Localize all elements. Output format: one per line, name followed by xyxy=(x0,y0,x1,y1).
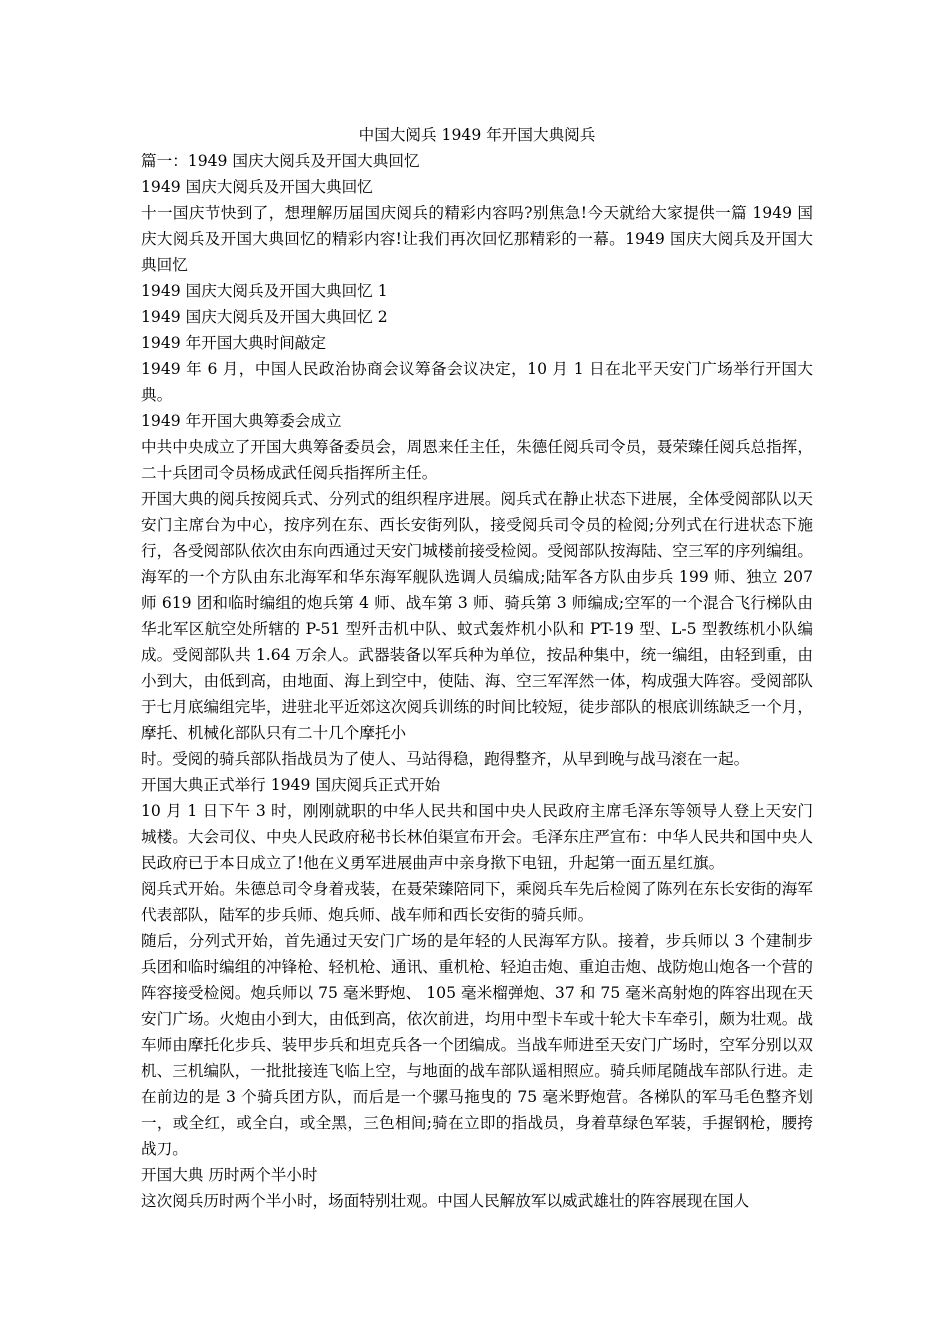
paragraph: 开国大典 历时两个半小时 xyxy=(141,1166,318,1184)
paragraph: 1949 国庆大阅兵及开国大典回忆 1 xyxy=(141,282,388,300)
paragraph: 1949 国庆大阅兵及开国大典回忆 xyxy=(141,178,373,196)
document-title: 中国大阅兵 1949 年开国大典阅兵 xyxy=(358,126,596,144)
paragraph: 1949 国庆大阅兵及开国大典回忆 2 xyxy=(141,308,388,326)
paragraph: 时。受阅的骑兵部队指战员为了使人、马站得稳，跑得整齐，从早到晚与战马滚在一起。 xyxy=(141,750,750,768)
paragraph: 开国大典的阅兵按阅兵式、分列式的组织程序进展。阅兵式在静止状态下进展，全体受阅部队以天安门主席台为中心，按序列在东、西长安街列队，接受阅兵司令员的检阅;分列式在行进状态下施行，各受阅部队依次由东向西通过天安门城楼前接受检阅。受阅部队按海陆、空三军的序列编组。海军的一个方队由东北海军和华东海军舰队选调人员编成;陆军各方队由步兵 199 师、独立 207 师 619 团和临时编组的炮兵第 4 师、战车第 3 师、骑兵第 3 师编成;空军的一个混合飞行梯队由华北军区航空处所辖的 P-51 型歼击机中队、蚊式轰炸机小队和 PT-19 型、L-5 型教练机小队编成。受阅部队共 1.64 万余人。武器装备以军兵种为单位，按品种集中，统一编组，由轻到重，由小到大，由低到高，由地面、海上到空中，使陆、海、空三军浑然一体，构成强大阵容。受阅部队于七月底编组完毕，进驻北平近郊这次阅兵训练的时间比较短，徒步部队的根底训练缺乏一个月，摩托、机械化部队只有二十几个摩托小 xyxy=(141,490,813,742)
paragraph: 中共中央成立了开国大典筹备委员会，周恩来任主任，朱德任阅兵司令员，聂荣臻任阅兵总指挥，二十兵团司令员杨成武任阅兵指挥所主任。 xyxy=(141,438,813,482)
paragraph: 10 月 1 日下午 3 时，刚刚就职的中华人民共和国中央人民政府主席毛泽东等领导人登上天安门城楼。大会司仪、中央人民政府秘书长林伯渠宣布开会。毛泽东庄严宣布：中华人民共和国中央人民政府已于本日成立了!他在义勇军进展曲声中亲身揿下电钮，升起第一面五星红旗。 xyxy=(141,802,813,872)
paragraph: 1949 年开国大典筹委会成立 xyxy=(141,412,342,430)
paragraph: 篇一：1949 国庆大阅兵及开国大典回忆 xyxy=(141,152,420,170)
paragraph: 1949 年开国大典时间敲定 xyxy=(141,334,326,352)
paragraph: 1949 年 6 月，中国人民政治协商会议筹备会议决定，10 月 1 日在北平天安门广场举行开国大典。 xyxy=(141,360,813,404)
paragraph: 开国大典正式举行 1949 国庆阅兵正式开始 xyxy=(141,776,441,794)
paragraph: 十一国庆节快到了，想理解历届国庆阅兵的精彩内容吗?别焦急!今天就给大家提供一篇 1949 国庆大阅兵及开国大典回忆的精彩内容!让我们再次回忆那精彩的一幕。1949 国庆大阅兵及开国大典回忆 xyxy=(141,204,813,274)
paragraph: 这次阅兵历时两个半小时，场面特别壮观。中国人民解放军以威武雄壮的阵容展现在国人 xyxy=(141,1192,750,1210)
document-page xyxy=(141,122,813,1214)
paragraph: 阅兵式开始。朱德总司令身着戎装，在聂荣臻陪同下，乘阅兵车先后检阅了陈列在东长安街的海军代表部队，陆军的步兵师、炮兵师、战车师和西长安街的骑兵师。 xyxy=(141,880,813,924)
paragraph: 随后，分列式开始，首先通过天安门广场的是年轻的人民海军方队。接着，步兵师以 3 个建制步兵团和临时编组的冲锋枪、轻机枪、通讯、重机枪、轻迫击炮、重迫击炮、战防炮山炮各一个营的阵容接受检阅。炮兵师以 75 毫米野炮、 105 毫米榴弹炮、37 和 75 毫米高射炮的阵容出现在天安门广场。火炮由小到大，由低到高，依次前进，均用中型卡车或十轮大卡车牵引，颇为壮观。战车师由摩托化步兵、装甲步兵和坦克兵各一个团编成。当战车师进至天安门广场时，空军分别以双机、三机编队，一批批接连飞临上空，与地面的战车部队遥相照应。骑兵师尾随战车部队行进。走在前边的是 3 个骑兵团方队，而后是一个骡马拖曳的 75 毫米野炮营。各梯队的军马毛色整齐划一，或全红，或全白，或全黑，三色相间;骑在立即的指战员，身着草绿色军装，手握钢枪，腰挎战刀。 xyxy=(141,932,813,1158)
